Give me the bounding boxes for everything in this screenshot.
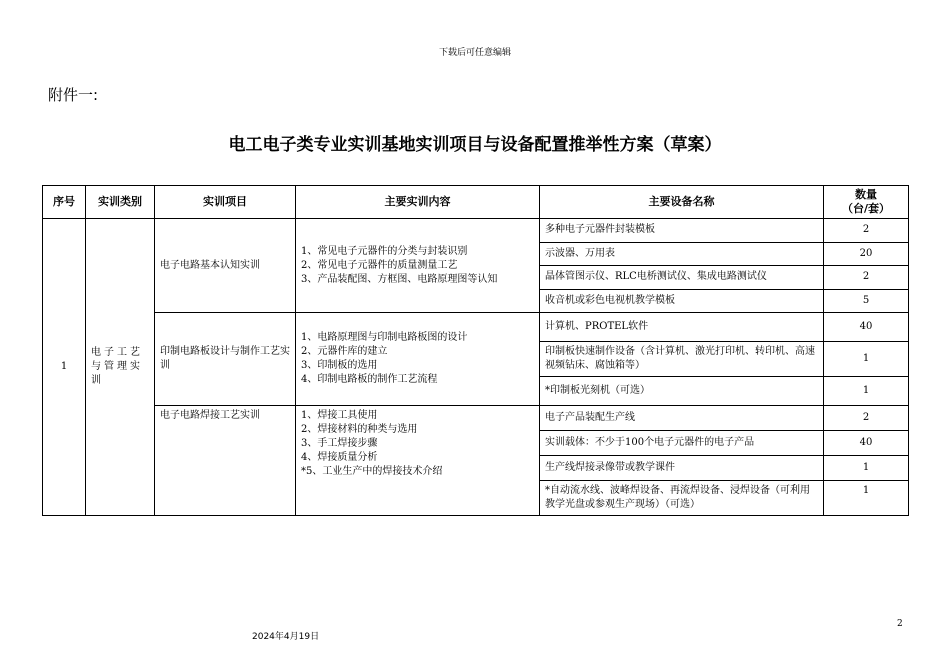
quantity-cell: 1 — [824, 481, 909, 516]
quantity-cell: 1 — [824, 342, 909, 377]
table-header-row — [43, 186, 909, 219]
content-line: 3、印制板的选用 — [301, 360, 378, 372]
content-line: 4、印制电路板的制作工艺流程 — [301, 374, 438, 386]
seq-cell: 1 — [43, 219, 86, 516]
header-content: 主要实训内容 — [296, 186, 540, 219]
header-note: 下载后可任意编辑 — [438, 48, 511, 58]
quantity-cell: 20 — [824, 242, 909, 266]
document-title: 电工电子类专业实训基地实训项目与设备配置推举性方案（草案） — [228, 135, 722, 155]
header-seq: 序号 — [43, 186, 86, 219]
quantity-cell: 1 — [824, 377, 909, 406]
equipment-cell: 收音机或彩色电视机教学模板 — [540, 289, 824, 313]
quantity-cell: 40 — [824, 313, 909, 342]
header-quantity — [824, 186, 909, 219]
table-row — [43, 406, 909, 431]
equipment-cell: *印制板光刻机（可选） — [540, 377, 824, 406]
header-project: 实训项目 — [155, 186, 296, 219]
content-line: 3、手工焊接步骤 — [301, 438, 378, 450]
footer-date: 2024年4月19日 — [252, 632, 320, 642]
equipment-cell: 多种电子元器件封装模板 — [540, 219, 824, 243]
content-line: 1、常见电子元器件的分类与封装识别 — [301, 245, 468, 257]
content-line: 4、焊接质量分析 — [301, 452, 378, 464]
attachment-label: 附件一: — [48, 86, 99, 104]
table-row — [43, 313, 909, 342]
category-cell: 电子工艺与管理实训 — [86, 219, 155, 516]
project-cell: 印制电路板设计与制作工艺实训 — [155, 313, 296, 406]
content-line: 1、电路原理图与印制电路板图的设计 — [301, 332, 468, 344]
equipment-cell: 实训载体：不少于100个电子元器件的电子产品 — [540, 431, 824, 456]
quantity-cell: 2 — [824, 219, 909, 243]
content-line: 2、焊接材料的种类与选用 — [301, 424, 418, 436]
content-cell — [296, 406, 540, 516]
header-quantity-label: 数量 — [855, 188, 877, 201]
content-line: 1、焊接工具使用 — [301, 410, 378, 422]
equipment-table — [42, 185, 909, 516]
quantity-cell: 1 — [824, 456, 909, 481]
header-equipment: 主要设备名称 — [540, 186, 824, 219]
equipment-cell: 生产线焊接录像带或教学课件 — [540, 456, 824, 481]
project-cell: 电子电路焊接工艺实训 — [155, 406, 296, 516]
equipment-cell: 印制板快速制作设备（含计算机、激光打印机、转印机、高速视频钻床、腐蚀箱等） — [540, 342, 824, 377]
content-line: *5、工业生产中的焊接技术介绍 — [301, 466, 443, 478]
table-row — [43, 219, 909, 243]
content-line: 3、产品装配图、方框图、电路原理图等认知 — [301, 273, 498, 285]
content-line: 2、元器件库的建立 — [301, 346, 388, 358]
equipment-cell: 计算机、PROTEL软件 — [540, 313, 824, 342]
content-line: 2、常见电子元器件的质量测量工艺 — [301, 259, 458, 271]
page-number: 2 — [897, 619, 903, 629]
equipment-cell: 示波器、万用表 — [540, 242, 824, 266]
equipment-cell: 电子产品装配生产线 — [540, 406, 824, 431]
equipment-cell: 晶体管图示仪、RLC电桥测试仪、集成电路测试仪 — [540, 266, 824, 290]
header-quantity-unit: （台/套） — [841, 202, 891, 215]
quantity-cell: 2 — [824, 406, 909, 431]
quantity-cell: 5 — [824, 289, 909, 313]
equipment-cell: *自动流水线、波峰焊设备、再流焊设备、浸焊设备（可利用教学光盘或参观生产现场）（可选） — [540, 481, 824, 516]
content-cell — [296, 313, 540, 406]
content-cell — [296, 219, 540, 313]
header-category: 实训类别 — [86, 186, 155, 219]
quantity-cell: 40 — [824, 431, 909, 456]
project-cell: 电子电路基本认知实训 — [155, 219, 296, 313]
quantity-cell: 2 — [824, 266, 909, 290]
